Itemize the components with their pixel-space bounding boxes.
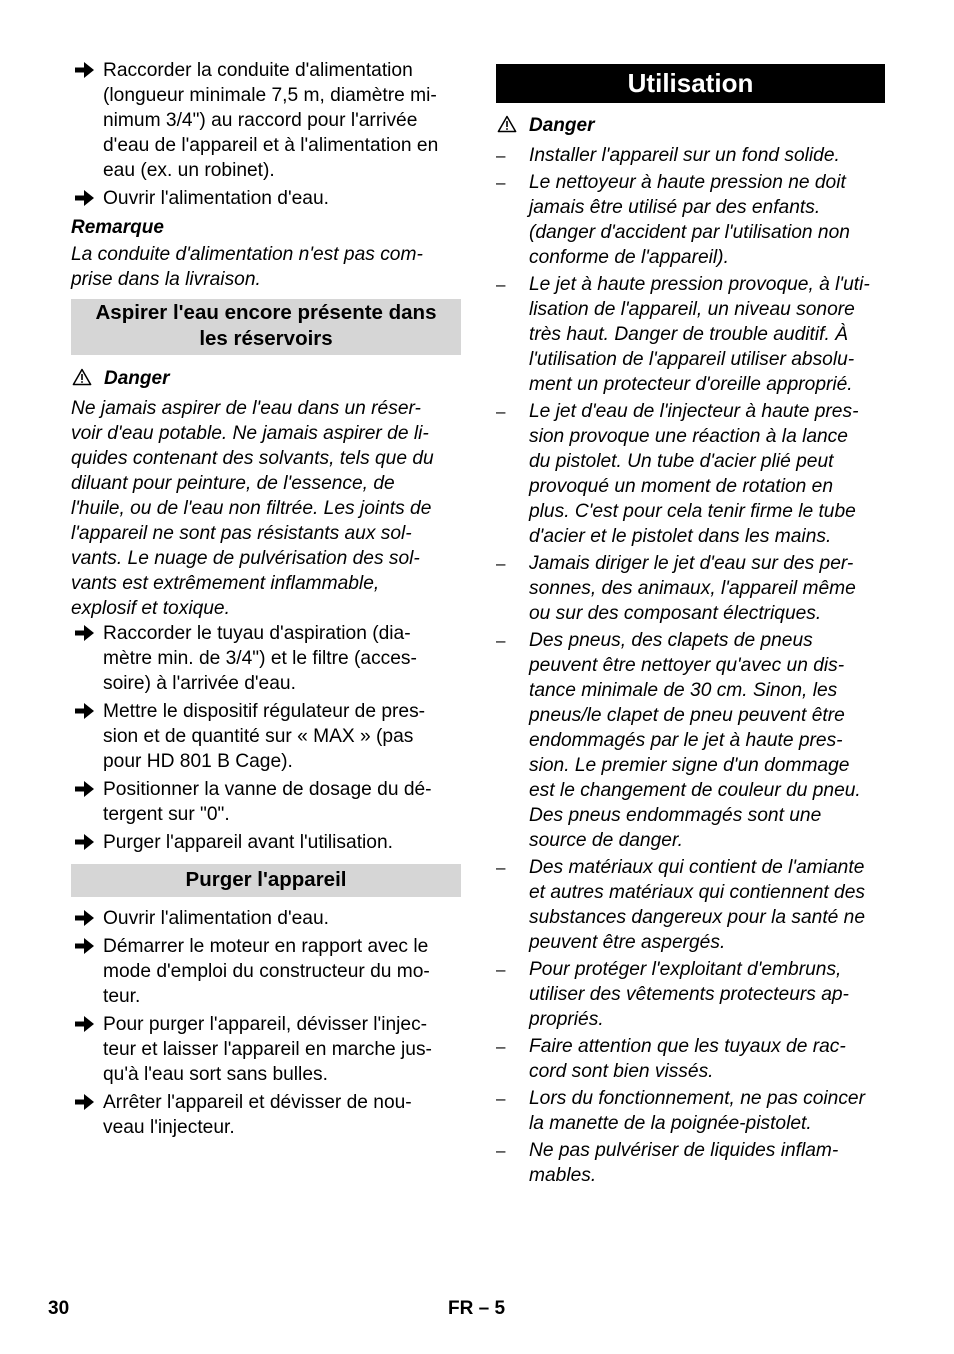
step-open-water: Ouvrir l'alimentation d'eau.	[71, 186, 461, 211]
safety-item: – Lors du fonctionnement, ne pas coincer la manette de la poignée-pistolet.	[496, 1088, 865, 1134]
step-unscrew-injector: Pour purger l'appareil, dévisser l'injec- teur et laisser l'appareil en marche jus- qu'à l'eau sort sans bulles.	[71, 1012, 461, 1087]
safety-item: – Le nettoyeur à haute pression ne doit jamais être utilisé par des enfants. (danger d'accident par l'utilisation non conforme de l'appareil).	[496, 172, 850, 268]
arrow-right-icon	[75, 780, 95, 798]
step-text: Raccorder la conduite d'alimentation (longueur minimale 7,5 m, diamètre mi- nimum 3/4") au raccord pour l'arrivée d'eau de l'appareil et à l'alimentation en eau (ex. un robinet).	[103, 60, 439, 181]
arrow-right-icon	[75, 702, 95, 720]
danger-heading: Danger	[496, 114, 885, 138]
arrow-right-icon	[75, 937, 95, 955]
step-detergent-valve-zero: Positionner la vanne de dosage du dé- tergent sur "0".	[71, 777, 461, 827]
safety-item: – Des matériaux qui contient de l'amiante et autres matériaux qui contiennent des substances dangereux pour la santé ne peuvent être aspergés.	[496, 857, 866, 953]
warning-triangle-icon	[497, 115, 517, 133]
safety-item: – Des pneus, des clapets de pneus peuvent être nettoyer qu'avec un dis- tance minimale de 30 cm. Sinon, les pneus/le clapet de pneu peuvent être endommagés par le jet à haute pres- sion. Le premier signe d'un dommage est le changement de couleur du pneu. Des pneus endommagés sont une source de danger.	[496, 630, 861, 851]
safety-item: – Faire attention que les tuyaux de rac- cord sont bien vissés.	[496, 1036, 846, 1082]
arrow-right-icon	[75, 833, 95, 851]
safety-item: – Le jet à haute pression provoque, à l'uti- lisation de l'appareil, un niveau sonore très haut. Danger de trouble auditif. À l'utilisation de l'appareil utiliser absolu- ment un protecteur d'oreille approprié.	[496, 274, 870, 395]
step-start-engine: Démarrer le moteur en rapport avec le mode d'emploi du constructeur du mo- teur.	[71, 934, 461, 1009]
danger-text: Ne jamais aspirer de l'eau dans un réser- voir d'eau potable. Ne jamais aspirer de li- quides contenant des solvants, tels que du diluant pour peinture, de l'essence, de l'huile, ou de l'eau non filtrée. Les joints de l'appareil ne sont pas résistants aux sol- vants. Le nuage de pulvérisation des sol- vants est extrêmement inflammable, explosif et toxique.	[71, 398, 434, 619]
step-open-water-2: Ouvrir l'alimentation d'eau.	[71, 906, 461, 931]
section-heading-utilisation: Utilisation	[496, 64, 885, 103]
remark-heading: Remarque	[71, 217, 164, 238]
step-purge-before-use: Purger l'appareil avant l'utilisation.	[71, 830, 461, 855]
warning-triangle-icon	[72, 368, 92, 386]
danger-heading: Danger	[71, 367, 461, 391]
safety-item: – Installer l'appareil sur un fond solide.	[496, 145, 840, 166]
safety-item: – Le jet d'eau de l'injecteur à haute pres- sion provoque une réaction à la lance du pistolet. Un tube d'acier plié peut provoqué un moment de rotation en plus. C'est pour cela tenir firme le tube d'acier et le pistolet dans les mains.	[496, 401, 859, 547]
arrow-right-icon	[75, 1015, 95, 1033]
right-column	[496, 64, 885, 1190]
safety-item: – Pour protéger l'exploitant d'embruns, utiliser des vêtements protecteurs ap- propriés.	[496, 959, 849, 1030]
remark-text: La conduite d'alimentation n'est pas com- prise dans la livraison.	[71, 244, 423, 290]
step-stop-and-screw-injector: Arrêter l'appareil et dévisser de nou- veau l'injecteur.	[71, 1090, 461, 1140]
arrow-right-icon	[75, 624, 95, 642]
step-connect-suction-hose: Raccorder le tuyau d'aspiration (dia- mètre min. de 3/4") et le filtre (acces- soire) à l'arrivée d'eau.	[71, 621, 461, 696]
left-column	[71, 58, 461, 1140]
step-connect-supply	[71, 58, 461, 183]
section-heading-aspirer: Aspirer l'eau encore présente dans les réservoirs	[71, 299, 461, 355]
safety-item: – Ne pas pulvériser de liquides inflam- mables.	[496, 1140, 839, 1186]
page-number: 30	[48, 1298, 70, 1319]
arrow-right-icon	[75, 189, 95, 207]
section-heading-purger: Purger l'appareil	[71, 864, 461, 897]
arrow-right-icon	[75, 909, 95, 927]
safety-item: – Jamais diriger le jet d'eau sur des per- sonnes, des animaux, l'appareil même ou sur des composant électriques.	[496, 553, 856, 624]
step-set-regulator-max: Mettre le dispositif régulateur de pres- sion et de quantité sur « MAX » (pas pour HD 801 B Cage).	[71, 699, 461, 774]
arrow-right-icon	[75, 61, 95, 79]
arrow-right-icon	[75, 1093, 95, 1111]
section-page-number: FR – 5	[448, 1298, 506, 1319]
